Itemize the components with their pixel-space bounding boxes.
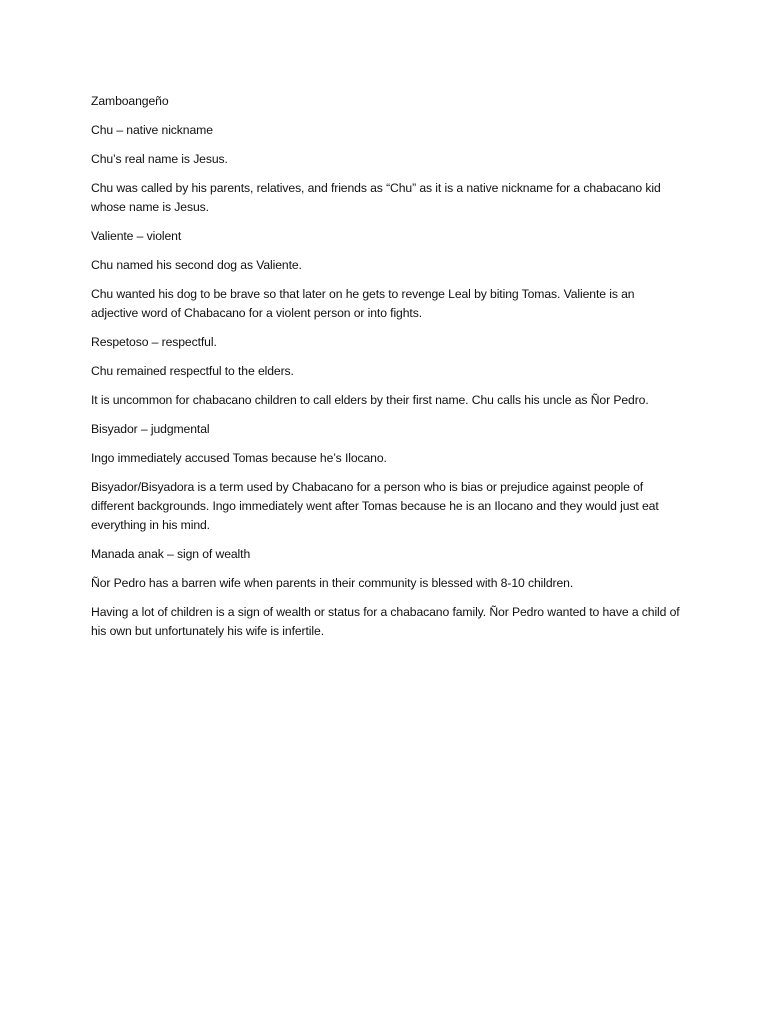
paragraph: Having a lot of children is a sign of wealth or status for a chabacano family. Ñor Pedro wanted to have a child of his own but unfortunately his wife is infertile. bbox=[91, 605, 680, 638]
term-respetoso: Respetoso – respectful. bbox=[91, 335, 217, 349]
term-manada-anak: Manada anak – sign of wealth bbox=[91, 547, 251, 561]
term-bisyador: Bisyador – judgmental bbox=[91, 422, 210, 436]
paragraph: Chu’s real name is Jesus. bbox=[91, 152, 228, 166]
document-heading: Zamboangeño bbox=[91, 94, 169, 108]
term-valiente: Valiente – violent bbox=[91, 229, 182, 243]
paragraph: Chu was called by his parents, relatives, and friends as “Chu” as it is a native nickname for a chabacano kid whose name is Jesus. bbox=[91, 181, 661, 214]
paragraph: Ingo immediately accused Tomas because he’s Ilocano. bbox=[91, 451, 387, 465]
paragraph: Ñor Pedro has a barren wife when parents in their community is blessed with 8-10 children. bbox=[91, 576, 574, 590]
paragraph: Chu named his second dog as Valiente. bbox=[91, 258, 302, 272]
term-chu: Chu – native nickname bbox=[91, 123, 213, 137]
document-body bbox=[91, 92, 681, 651]
paragraph: Chu wanted his dog to be brave so that later on he gets to revenge Leal by biting Tomas. Valiente is an adjective word of Chabacano for a violent person or into fights. bbox=[91, 287, 635, 320]
paragraph: It is uncommon for chabacano children to call elders by their first name. Chu calls his uncle as Ñor Pedro. bbox=[91, 393, 649, 407]
paragraph: Bisyador/Bisyadora is a term used by Chabacano for a person who is bias or prejudice against people of different backgrounds. Ingo immediately went after Tomas because he is an Ilocano and they would just eat everything in his mind. bbox=[91, 480, 659, 532]
paragraph: Chu remained respectful to the elders. bbox=[91, 364, 294, 378]
